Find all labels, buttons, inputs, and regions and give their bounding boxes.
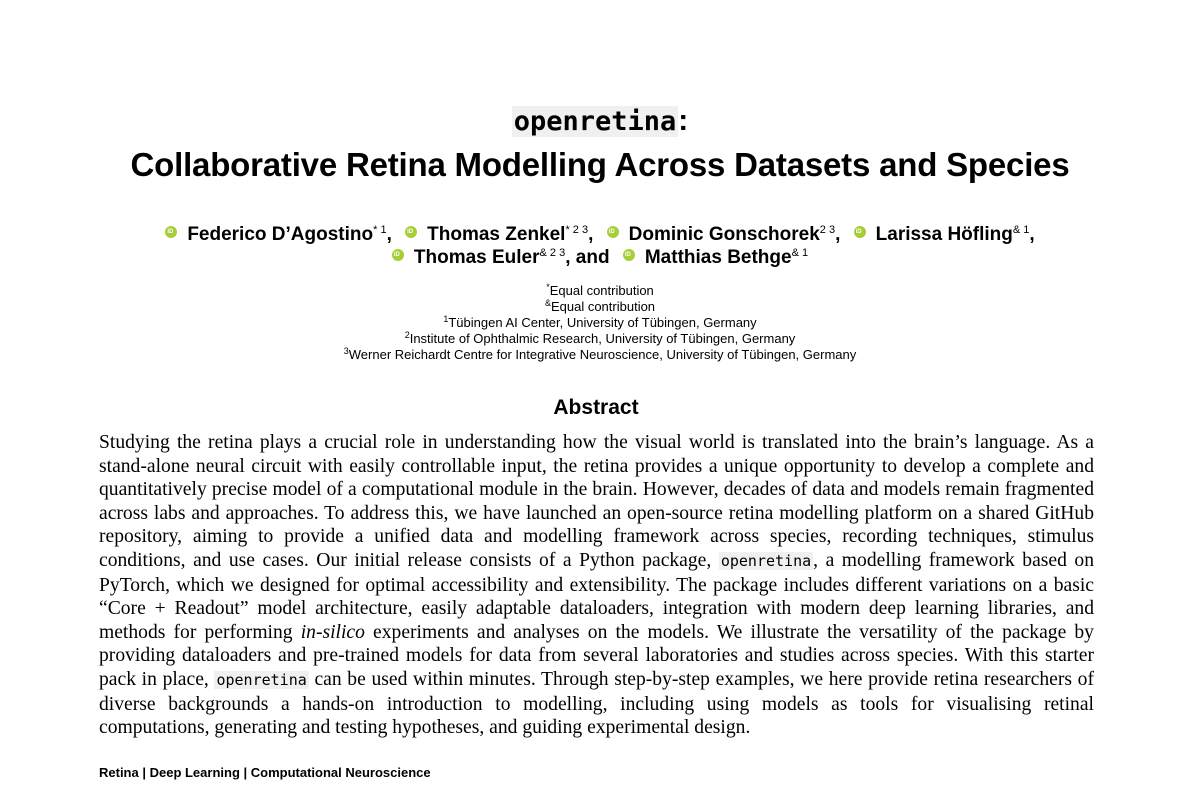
author-list-line2 [0,247,1200,269]
affiliation-mark: 1 [443,314,449,324]
author-sep: , [1029,224,1035,245]
author-sep: , [835,224,841,245]
affiliation-text: Equal contribution [549,283,654,298]
author [165,224,392,245]
author-marks: & 1 [1012,224,1030,236]
author-name: Thomas Zenkel [427,224,566,245]
author-marks: 2 3 [819,224,836,236]
package-name-code: openretina [513,106,677,137]
author-name: Dominic Gonschorek [628,224,820,245]
title-colon: : [678,104,689,137]
author-sep: , and [565,247,610,268]
author-sep: , [386,224,392,245]
author-name: Federico D’Agostino [187,224,374,245]
inline-code: openretina [720,551,812,570]
affiliation-mark: & [544,298,551,308]
author-name: Thomas Euler [413,247,540,268]
affiliation-text: Werner Reichardt Centre for Integrative Neuroscience, University of Tübingen, Germany [348,347,857,362]
abstract-text: Studying the retina plays a crucial role in understanding how the visual world is translated into the brain’s language. As a stand-alone neural circuit with easily controllable input, the retina provides a unique opportunity to develop a complete and quantitatively precise model of a computational module in the brain. However, decades of data and models remain fragmented across labs and approaches. To address this, we have launched an open-source retina modelling platform on a shared GitHub repository, aiming to provide a unified data and modelling framework across species, recording techniques, stimulus conditions, and use cases. Our initial release consists of a Python package, [99,432,1094,571]
affiliation-text: Equal contribution [550,299,656,314]
orcid-icon[interactable] [623,249,635,261]
author-marks: & 2 3 [539,247,566,259]
abstract-heading: Abstract [553,396,639,419]
paper-title-line2: Collaborative Retina Modelling Across Datasets and Species [130,146,1070,183]
affiliation-mark: * [546,282,550,292]
author-sep: , [588,224,594,245]
affiliation-text: Tübingen AI Center, University of Tübingen, Germany [448,315,757,330]
abstract-text: experiments and analyses on the models. We illustrate the versatility of the package by providing dataloaders and pre-trained models for data from several laboratories and studies across species. With this starter pack in place, [99,621,1094,690]
author [854,224,1035,245]
author-marks: * 2 3 [565,224,589,236]
orcid-icon[interactable] [405,226,417,238]
author [392,247,610,268]
author [623,247,808,268]
paper-title-line1 [0,104,1200,138]
orcid-icon[interactable] [165,226,177,238]
abstract-text: can be used within minutes. Through step-by-step examples, we here provide retina researchers of diverse backgrounds a hands-on introduction to modelling, including using models as tools for visualising retinal computations, generating and testing hypotheses, and guiding experimental design. [99,668,1094,739]
affiliation [0,343,1200,363]
orcid-icon[interactable] [854,226,866,238]
orcid-icon[interactable] [392,249,404,261]
affiliation-mark: 3 [343,346,349,356]
author [607,224,841,245]
inline-code: openretina [216,670,307,689]
author-marks: & 1 [791,247,809,259]
abstract-italic-term: in-silico [300,621,365,643]
author-name: Larissa Höfling [875,224,1013,245]
author-marks: * 1 [373,224,387,236]
affiliation-text: Institute of Ophthalmic Research, University of Tübingen, Germany [409,331,796,346]
author-list-line1 [0,224,1200,246]
abstract-text: , a modelling framework based on PyTorch, which we designed for optimal accessibility and extensibility. The package includes different variations on a basic “Core + Readout” model architecture, easily adaptable dataloaders, integration with modern deep learning libraries, and methods for performing [99,549,1095,643]
affiliation-mark: 2 [404,330,410,340]
keywords: Retina | Deep Learning | Computational Neuroscience [99,765,431,780]
author [405,224,593,245]
author-name: Matthias Bethge [644,247,792,268]
abstract-body [99,431,1094,740]
orcid-icon[interactable] [607,226,619,238]
